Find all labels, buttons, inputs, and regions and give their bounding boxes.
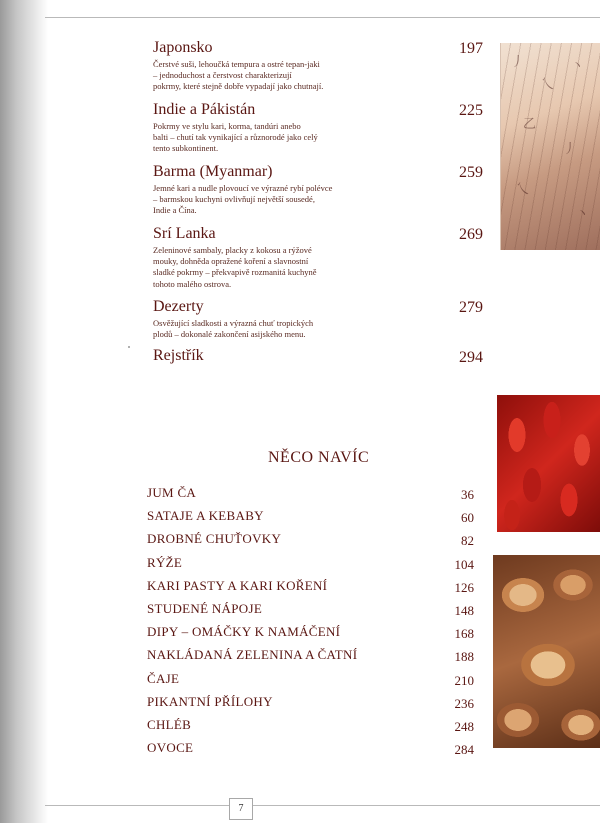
toc-entry-japan[interactable] xyxy=(153,38,483,100)
extras-item-label: ČAJE xyxy=(147,670,180,686)
toc-entry-index[interactable] xyxy=(153,346,483,368)
toc-entry-page: 269 xyxy=(459,226,483,243)
extras-item-page: 188 xyxy=(454,649,474,665)
extras-item-page: 104 xyxy=(454,556,474,572)
extras-item[interactable] xyxy=(147,485,474,508)
extras-item-page: 148 xyxy=(454,602,474,618)
extras-item-label: PIKANTNÍ PŘÍLOHY xyxy=(147,693,273,709)
toc-entry-page: 259 xyxy=(459,164,483,181)
extras-item[interactable] xyxy=(147,601,474,624)
toc-entry-sri-lanka[interactable] xyxy=(153,224,483,297)
top-rule xyxy=(45,17,600,18)
toc-entry-title: Barma (Myanmar) xyxy=(153,163,273,180)
extras-item-label: JUM ČA xyxy=(147,485,197,500)
extras-item[interactable] xyxy=(147,508,474,531)
extras-item-page: 284 xyxy=(454,742,474,758)
extras-item-label: CHLÉB xyxy=(147,716,192,732)
extras-item-label: RÝŽE xyxy=(147,554,183,570)
chili-peppers-photo xyxy=(497,395,600,532)
extras-list xyxy=(147,485,474,763)
calligraphy-stroke: 丿 xyxy=(563,142,577,157)
extras-item-page: 168 xyxy=(454,626,474,642)
calligraphy-stroke: 丶 xyxy=(576,207,590,222)
extras-item-label: NAKLÁDANÁ ZELENINA A ČATNÍ xyxy=(147,647,358,663)
toc-entry-description: Osvěžující sladkosti a výrazná chuť tropických plodů – dokonalé zakončení asijského menu. xyxy=(153,318,314,340)
toc-entry-title: Dezerty xyxy=(153,298,204,315)
extras-item[interactable] xyxy=(147,578,474,601)
extras-item-label: STUDENÉ NÁPOJE xyxy=(147,600,263,616)
extras-heading: NĚCO NAVÍC xyxy=(268,449,370,466)
extras-item-label: OVOCE xyxy=(147,740,194,756)
extras-item[interactable] xyxy=(147,740,474,763)
page-gutter-shadow xyxy=(0,0,48,823)
toc-entry-title: Srí Lanka xyxy=(153,225,216,242)
extras-item-page: 210 xyxy=(454,672,474,688)
toc-entry-india-pakistan[interactable] xyxy=(153,100,483,162)
extras-item-page: 60 xyxy=(461,510,474,526)
bottom-rule xyxy=(45,805,600,806)
toc-entry-page: 197 xyxy=(459,40,483,57)
toc-entry-description: Zeleninové sambaly, placky z kokosu a rýžové mouky, dohněda opražené koření a slavnostní sladké pokrmy – překvapivě rozmanitá kuchyně tohoto malého ostrova. xyxy=(153,245,317,289)
extras-item-label: DROBNÉ CHUŤOVKY xyxy=(147,531,282,547)
extras-item-label: SATAJE A KEBABY xyxy=(147,508,264,524)
toc-entry-page: 294 xyxy=(459,349,483,366)
bamboo-steamers-photo xyxy=(493,555,600,748)
calligraphy-stroke: 乙 xyxy=(523,117,537,132)
toc-entry-title: Rejstřík xyxy=(153,347,204,364)
calligraphy-stroke: 丶 xyxy=(571,59,585,74)
calligraphy-stroke: 乀 xyxy=(541,77,555,92)
extras-item[interactable] xyxy=(147,555,474,578)
toc-entry-title: Indie a Pákistán xyxy=(153,101,256,118)
calligraphy-photo xyxy=(500,43,600,250)
toc-entry-burma[interactable] xyxy=(153,162,483,224)
extras-item[interactable] xyxy=(147,647,474,670)
extras-item-page: 248 xyxy=(454,718,474,734)
calligraphy-stroke: 乀 xyxy=(516,182,530,197)
scan-speck xyxy=(128,346,130,348)
extras-item[interactable] xyxy=(147,531,474,554)
toc-entry-page: 279 xyxy=(459,299,483,316)
calligraphy-stroke: 丿 xyxy=(511,55,525,70)
toc-entry-description: Jemné kari a nudle plovoucí ve výrazné rybí polévce – barmskou kuchyni ovlivňují největší sousedé, Indie a Čína. xyxy=(153,183,333,216)
toc-entry-description: Pokrmy ve stylu kari, korma, tandúri anebo balti – chutí tak vynikající a různorodé jako celý tento subkontinent. xyxy=(153,121,318,154)
toc-entry-title: Japonsko xyxy=(153,39,213,56)
contents-list xyxy=(153,38,483,368)
extras-item[interactable] xyxy=(147,624,474,647)
toc-entry-description: Čerstvé suši, lehoučká tempura a ostré tepan-jaki – jednoduchost a čerstvost charakterizují pokrmy, které stejně dobře vypadají jako chutnají. xyxy=(153,59,324,92)
extras-item-label: KARI PASTY A KARI KOŘENÍ xyxy=(147,577,328,593)
page-number: 7 xyxy=(229,798,253,820)
extras-item[interactable] xyxy=(147,694,474,717)
extras-item-page: 36 xyxy=(461,487,474,502)
toc-entry-page: 225 xyxy=(459,102,483,119)
extras-item-page: 236 xyxy=(454,695,474,711)
extras-item-label: DIPY – OMÁČKY K NAMÁČENÍ xyxy=(147,624,341,640)
extras-item[interactable] xyxy=(147,671,474,694)
extras-item-page: 126 xyxy=(454,579,474,595)
extras-item-page: 82 xyxy=(461,533,474,549)
toc-entry-desserts[interactable] xyxy=(153,297,483,346)
extras-item[interactable] xyxy=(147,717,474,740)
